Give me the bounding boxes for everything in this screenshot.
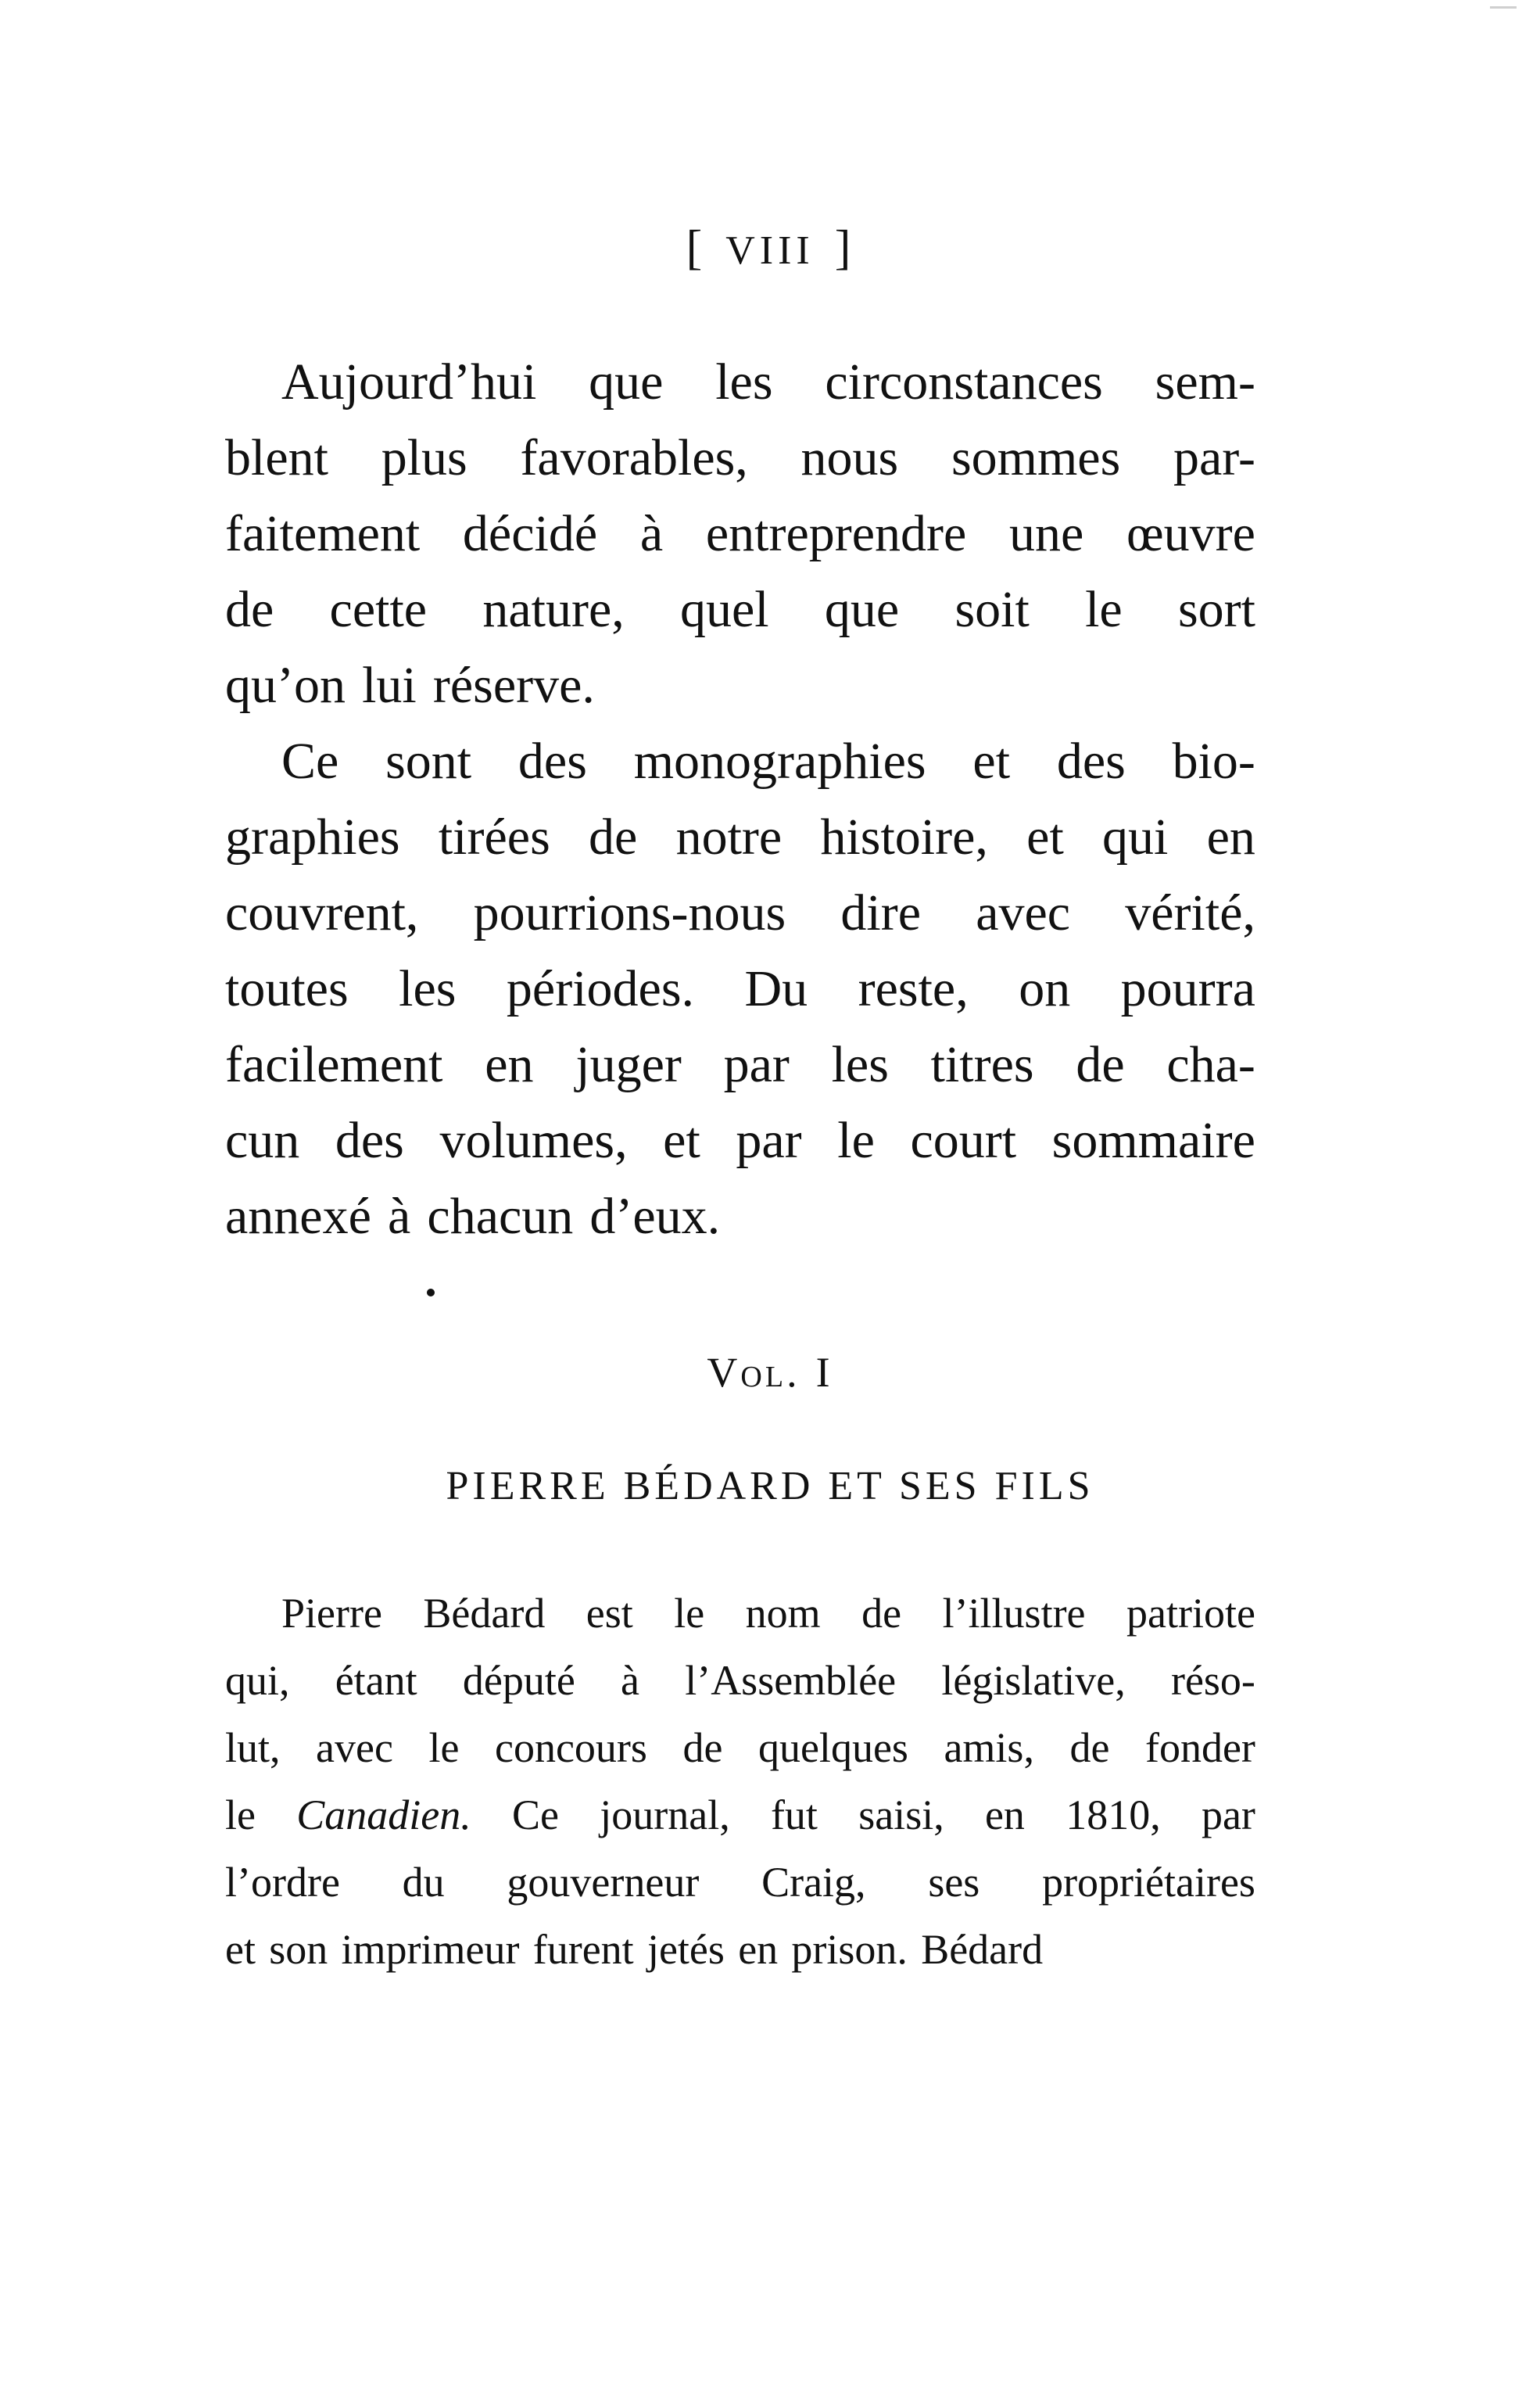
word: qui — [1102, 809, 1169, 866]
word: ses — [928, 1859, 980, 1906]
word: qui, — [225, 1657, 290, 1704]
word: cha- — [1166, 1036, 1255, 1093]
word: soit — [954, 581, 1030, 638]
word: Pierre — [281, 1590, 382, 1637]
word: circonstances — [825, 353, 1103, 411]
word: quel — [680, 581, 769, 638]
text-line — [225, 1027, 1255, 1103]
word: que — [824, 581, 900, 638]
word: des — [335, 1112, 404, 1169]
text-line — [225, 420, 1255, 496]
word: journal, — [600, 1791, 730, 1838]
word: avec — [976, 884, 1071, 941]
word: sommes — [951, 429, 1121, 486]
word: pourrions-nous — [473, 884, 786, 941]
word: décidé — [462, 505, 598, 562]
word: reste, — [858, 960, 969, 1017]
word: et — [663, 1112, 700, 1169]
word: prison. — [791, 1926, 908, 1973]
text-line — [225, 496, 1255, 572]
word: d’eux. — [589, 1188, 721, 1245]
word: en — [485, 1036, 534, 1093]
word: court — [910, 1112, 1017, 1169]
word: réso- — [1170, 1657, 1255, 1704]
word: furent — [532, 1926, 634, 1973]
word: le — [674, 1590, 705, 1637]
word: tirées — [438, 809, 550, 866]
text-line — [225, 723, 1255, 799]
word: et — [225, 1926, 256, 1973]
text-line — [225, 951, 1255, 1027]
paragraph — [225, 723, 1255, 1254]
word: chacun — [427, 1188, 574, 1245]
word: annexé — [225, 1188, 371, 1245]
word: dire — [840, 884, 922, 941]
word: de — [682, 1724, 723, 1771]
word: bio- — [1172, 733, 1255, 790]
text-line — [225, 1647, 1255, 1714]
word: des — [1056, 733, 1126, 790]
word: fut — [770, 1791, 818, 1838]
text-line — [225, 647, 1255, 723]
word: faitement — [225, 505, 421, 562]
word: le — [1085, 581, 1123, 638]
word: cette — [329, 581, 428, 638]
word: et — [972, 733, 1011, 790]
word: Bédard — [921, 1926, 1044, 1973]
word: pourra — [1120, 960, 1255, 1017]
word: l’illustre — [942, 1590, 1086, 1637]
word: Ce — [281, 733, 339, 790]
word: entreprendre — [705, 505, 967, 562]
text-line — [225, 799, 1255, 875]
word: de — [1076, 1036, 1125, 1093]
word: les — [399, 960, 457, 1017]
intro-text — [225, 344, 1255, 1254]
word: Craig, — [761, 1859, 866, 1906]
word: couvrent, — [225, 884, 419, 941]
word: patriote — [1126, 1590, 1255, 1637]
word: le — [225, 1791, 256, 1838]
word: par — [1201, 1791, 1255, 1838]
word: nature, — [482, 581, 625, 638]
word: en — [738, 1926, 779, 1973]
page-number-roman: VIII — [725, 228, 815, 273]
word: nous — [800, 429, 899, 486]
word: périodes. — [506, 960, 695, 1017]
word: monographies — [633, 733, 926, 790]
word: à — [639, 505, 664, 562]
word: toutes — [225, 960, 349, 1017]
text-line — [225, 1849, 1255, 1916]
word: Ce — [511, 1791, 559, 1838]
word: notre — [675, 809, 783, 866]
word: saisi, — [858, 1791, 944, 1838]
word: concours — [495, 1724, 647, 1771]
word: de — [225, 581, 274, 638]
word: juger — [575, 1036, 682, 1093]
word: est — [586, 1590, 633, 1637]
word: l’Assemblée — [685, 1657, 897, 1704]
word: les — [715, 353, 773, 411]
word: amis, — [944, 1724, 1034, 1771]
word: de — [589, 809, 638, 866]
text-line — [225, 1781, 1255, 1849]
word: des — [518, 733, 587, 790]
text-line — [225, 1916, 1255, 1983]
word: le — [837, 1112, 875, 1169]
word: député — [462, 1657, 575, 1704]
word: sort — [1177, 581, 1255, 638]
text-line — [225, 1103, 1255, 1178]
word: sem- — [1155, 353, 1255, 411]
word: par — [723, 1036, 790, 1093]
text-line — [225, 1178, 1255, 1254]
word: par — [736, 1112, 802, 1169]
word: propriétaires — [1042, 1859, 1255, 1906]
word: on — [1019, 960, 1071, 1017]
word: que — [589, 353, 664, 411]
word: son — [269, 1926, 328, 1973]
volume-heading — [0, 1348, 1540, 1397]
text-line — [225, 1580, 1255, 1647]
word: de — [861, 1590, 902, 1637]
word: imprimeur — [341, 1926, 520, 1973]
word: Canadien. — [296, 1791, 471, 1838]
word: législative, — [941, 1657, 1126, 1704]
word: vérité, — [1125, 884, 1255, 941]
word: facilement — [225, 1036, 443, 1093]
word: une — [1009, 505, 1084, 562]
page-number-open-bracket: [ — [686, 221, 706, 274]
word: jetés — [646, 1926, 725, 1973]
word: et — [1026, 809, 1064, 866]
word: favorables, — [520, 429, 748, 486]
page-number — [0, 221, 1540, 276]
word: les — [831, 1036, 889, 1093]
text-line — [225, 1714, 1255, 1781]
word: lut, — [225, 1724, 281, 1771]
word: plus — [381, 429, 467, 486]
volume-summary — [225, 1580, 1255, 1983]
word: de — [1069, 1724, 1110, 1771]
word: nom — [745, 1590, 821, 1637]
word: qu’on — [225, 657, 346, 714]
page-number-close-bracket: ] — [834, 221, 854, 274]
text-line — [225, 344, 1255, 420]
volume-title: PIERRE BÉDARD ET SES FILS — [446, 1464, 1094, 1508]
word: lui — [362, 657, 417, 714]
word: quelques — [757, 1724, 908, 1771]
word: sont — [385, 733, 472, 790]
word: histoire, — [820, 809, 988, 866]
word: cun — [225, 1112, 300, 1169]
word: blent — [225, 429, 328, 486]
word: Du — [744, 960, 808, 1017]
word: volumes, — [439, 1112, 628, 1169]
stray-ink-dot — [427, 1289, 435, 1296]
word: Bédard — [423, 1590, 546, 1637]
word: œuvre — [1126, 505, 1255, 562]
text-line — [225, 572, 1255, 647]
word: par- — [1173, 429, 1255, 486]
word: en — [984, 1791, 1025, 1838]
paragraph — [225, 344, 1255, 723]
word: étant — [335, 1657, 417, 1704]
word: graphies — [225, 809, 400, 866]
word: l’ordre — [225, 1859, 340, 1906]
word: Aujourd’hui — [281, 353, 537, 411]
volume-number: I — [815, 1349, 833, 1396]
word: du — [402, 1859, 445, 1906]
text-line — [225, 875, 1255, 951]
word: réserve. — [432, 657, 595, 714]
word: en — [1206, 809, 1255, 866]
word: 1810, — [1065, 1791, 1161, 1838]
word: titres — [930, 1036, 1034, 1093]
scan-edge-mark — [1490, 6, 1517, 9]
word: à — [388, 1188, 411, 1245]
word: le — [428, 1724, 460, 1771]
word: avec — [316, 1724, 393, 1771]
word: à — [621, 1657, 639, 1704]
word: gouverneur — [507, 1859, 700, 1906]
word: fonder — [1144, 1724, 1255, 1771]
word: sommaire — [1051, 1112, 1255, 1169]
volume-label: Vol. — [707, 1349, 800, 1396]
